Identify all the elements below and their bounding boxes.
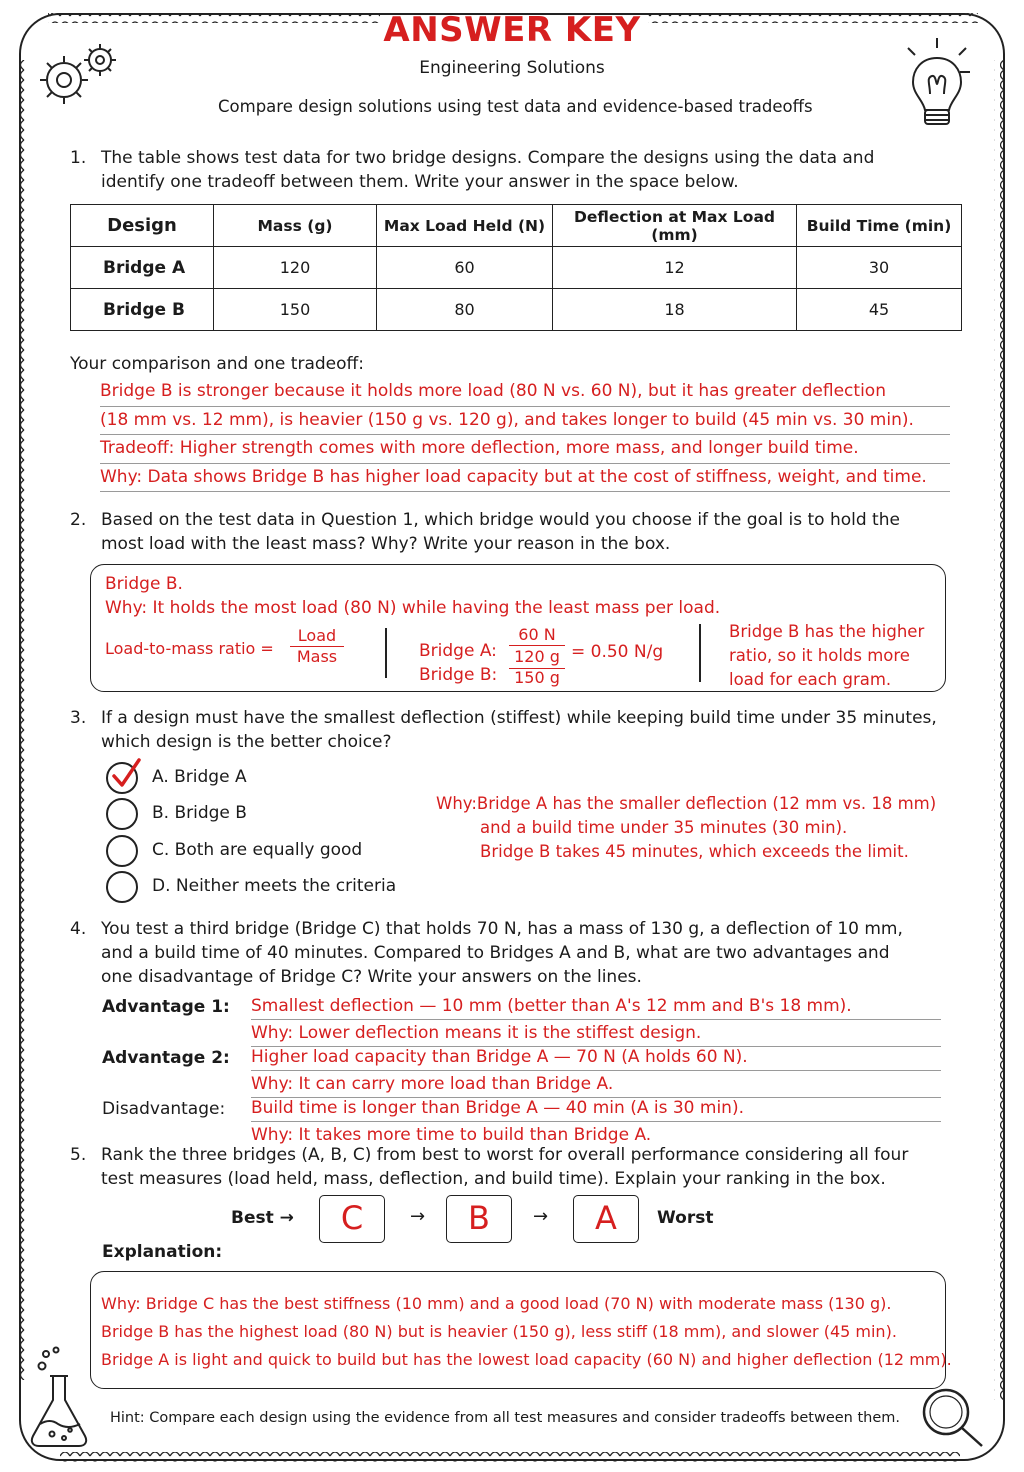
best-label: Best → [231, 1208, 294, 1228]
ratio-numerator: Load [290, 626, 344, 647]
question-number: 5. [70, 1145, 87, 1165]
answer-line: Why: It can carry more load than Bridge A. [251, 1072, 941, 1098]
question-number: 3. [70, 708, 87, 728]
answer-line: Bridge B is stronger because it holds more load (80 N vs. 60 N), but it has greater deflection [100, 378, 950, 407]
bridge-a-label: Bridge A: [419, 641, 497, 661]
table-cell: 45 [797, 289, 962, 331]
bridge-a-result: = 0.50 N/g [571, 642, 664, 662]
option-label: B. Bridge B [152, 803, 247, 823]
note-line: ratio, so it holds more [729, 646, 910, 665]
answer-line: Build time is longer than Bridge A — 40 min (A is 30 min). [251, 1096, 941, 1122]
table-cell: 120 [214, 247, 377, 289]
prompt-line: Based on the test data in Question 1, which bridge would you choose if the goal is to hold the [101, 510, 900, 530]
q2-note [729, 620, 924, 692]
bridge-b-denominator: 150 g [509, 668, 565, 687]
ratio-label: Load-to-mass ratio = [105, 639, 274, 658]
table-cell: 60 [377, 247, 553, 289]
prompt-line: If a design must have the smallest deflection (stiffest) while keeping build time under 35 minutes, [101, 708, 937, 728]
why-line: Bridge B takes 45 minutes, which exceeds the limit. [480, 842, 909, 861]
bridge-b-label: Bridge B: [419, 665, 498, 685]
table-cell: Bridge A [71, 247, 214, 289]
rank-first-box[interactable]: C [319, 1195, 385, 1243]
answer-line: Smallest deflection — 10 mm (better than A's 12 mm and B's 18 mm). [251, 994, 941, 1020]
explanation-text [101, 1290, 952, 1374]
table-row [71, 247, 962, 289]
table-cell: 18 [553, 289, 797, 331]
question-2-prompt [70, 508, 900, 556]
answer-line: Higher load capacity than Bridge A — 70 N (A holds 60 N). [251, 1045, 941, 1071]
prompt-line: test measures (load held, mass, deflection, and build time). Explain your ranking in the box. [101, 1169, 886, 1189]
table-header: Build Time (min) [797, 205, 962, 247]
note-line: load for each gram. [729, 670, 892, 689]
ratio-fraction [290, 626, 344, 666]
question-number: 1. [70, 148, 87, 168]
question-5-prompt [70, 1143, 908, 1191]
prompt-line: one disadvantage of Bridge C? Write your answers on the lines. [101, 967, 642, 987]
table-row [71, 289, 962, 331]
table-cell: 30 [797, 247, 962, 289]
table-cell: Bridge B [71, 289, 214, 331]
checkmark-icon [109, 758, 143, 792]
prompt-line: most load with the least mass? Why? Write your reason in the box. [101, 534, 671, 554]
why-line: Why:Bridge A has the smaller deflection (12 mm vs. 18 mm) [436, 794, 937, 813]
ratio-denominator: Mass [296, 647, 338, 666]
q2-answer-why: Why: It holds the most load (80 N) while having the least mass per load. [105, 598, 721, 618]
arrow-icon: → [410, 1206, 426, 1227]
page-tagline: Compare design solutions using test data and evidence-based tradeoffs [218, 97, 813, 116]
explanation-line: Bridge A is light and quick to build but has the lowest load capacity (60 N) and higher deflection (12 mm). [101, 1350, 952, 1369]
explanation-line: Bridge B has the highest load (80 N) but is heavier (150 g), less stiff (18 mm), and slower (45 min). [101, 1322, 897, 1341]
answer-label: Your comparison and one tradeoff: [70, 354, 364, 374]
q3-why [436, 792, 936, 864]
row-label: Advantage 2: [102, 1048, 230, 1068]
page-subtitle: Engineering Solutions [419, 58, 605, 78]
answer-line: (18 mm vs. 12 mm), is heavier (150 g vs. 120 g), and takes longer to build (45 min vs. 30 min). [100, 407, 950, 436]
rank-third-box[interactable]: A [573, 1195, 639, 1243]
row-label: Advantage 1: [102, 997, 230, 1017]
table-cell: 150 [214, 289, 377, 331]
bridge-data-table [70, 204, 962, 331]
hint-text: Hint: Compare each design using the evidence from all test measures and consider tradeoffs between them. [110, 1410, 900, 1426]
bridge-a-numerator: 60 N [509, 625, 565, 646]
answer-line: Why: It takes more time to build than Bridge A. [251, 1125, 652, 1145]
flask-icon [26, 1346, 92, 1450]
prompt-line: The table shows test data for two bridge designs. Compare the designs using the data and [101, 148, 875, 168]
note-line: Bridge B has the higher [729, 622, 925, 641]
option-label: A. Bridge A [152, 767, 247, 787]
magnifier-icon [914, 1384, 994, 1454]
prompt-line: which design is the better choice? [101, 732, 392, 752]
prompt-line: identify one tradeoff between them. Write your answer in the space below. [101, 172, 739, 192]
divider [385, 628, 387, 678]
question-3-prompt [70, 706, 937, 754]
answer-line: Why: Lower deflection means it is the stiffest design. [251, 1021, 941, 1047]
prompt-line: You test a third bridge (Bridge C) that holds 70 N, has a mass of 130 g, a deflection of 10 mm, [101, 919, 903, 939]
answer-line: Tradeoff: Higher strength comes with more deflection, more mass, and longer build time. [100, 435, 950, 464]
table-header: Design [71, 205, 214, 247]
prompt-line: Rank the three bridges (A, B, C) from best to worst for overall performance considering all four [101, 1145, 909, 1165]
question-number: 2. [70, 510, 87, 530]
table-header: Mass (g) [214, 205, 377, 247]
radio-circle[interactable] [106, 871, 138, 903]
q1-answer-lines [100, 378, 950, 492]
why-line: and a build time under 35 minutes (30 min). [480, 818, 848, 837]
option-label: C. Both are equally good [152, 840, 363, 860]
table-header-row [71, 205, 962, 247]
question-1-prompt [70, 146, 874, 194]
radio-circle[interactable] [106, 798, 138, 830]
question-number: 4. [70, 919, 87, 939]
worst-label: Worst [657, 1208, 714, 1228]
q2-answer-choice: Bridge B. [105, 574, 183, 594]
divider [699, 624, 701, 682]
table-header: Max Load Held (N) [377, 205, 553, 247]
prompt-line: and a build time of 40 minutes. Compared to Bridges A and B, what are two advantages and [101, 943, 890, 963]
page-title: ANSWER KEY [383, 10, 641, 50]
option-label: D. Neither meets the criteria [152, 876, 397, 896]
explanation-label: Explanation: [102, 1242, 223, 1262]
bridge-a-denominator: 120 g [514, 647, 560, 666]
table-cell: 80 [377, 289, 553, 331]
rank-second-box[interactable]: B [446, 1195, 512, 1243]
table-cell: 12 [553, 247, 797, 289]
question-4-prompt [70, 917, 903, 989]
explanation-line: Why: Bridge C has the best stiffness (10 mm) and a good load (70 N) with moderate mass (130 g). [101, 1294, 892, 1313]
arrow-icon: → [533, 1206, 549, 1227]
table-header: Deflection at Max Load (mm) [553, 205, 797, 247]
answer-line: Why: Data shows Bridge B has higher load capacity but at the cost of stiffness, weight, and time. [100, 464, 950, 493]
row-label: Disadvantage: [102, 1099, 226, 1119]
radio-circle[interactable] [106, 835, 138, 867]
